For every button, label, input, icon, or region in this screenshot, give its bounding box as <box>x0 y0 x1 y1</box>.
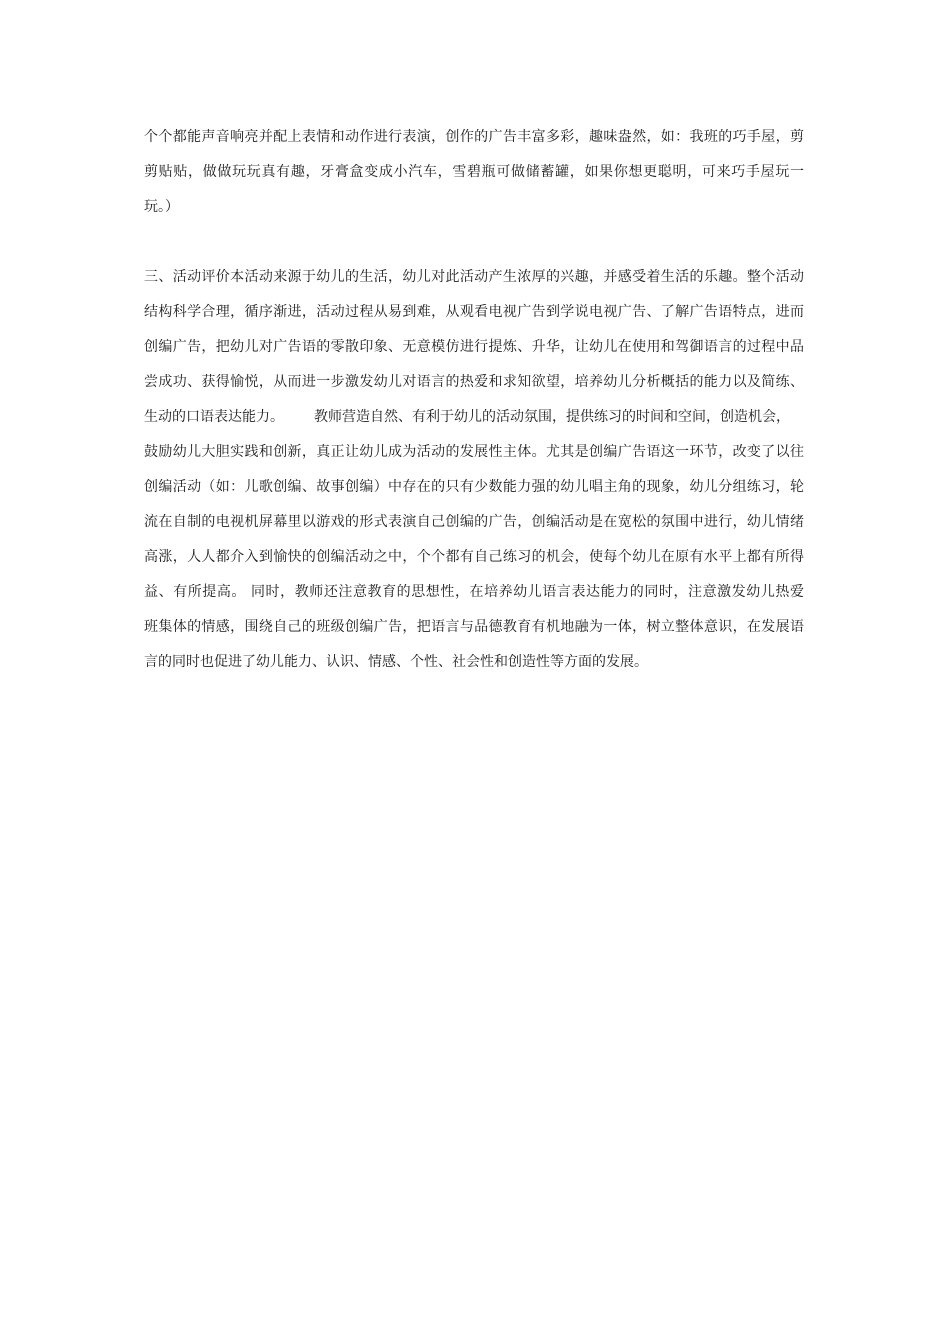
paragraph-2-line-5 <box>144 408 790 426</box>
paragraph-2-line-8: 流在自制的电视机屏幕里以游戏的形式表演自己创编的广告，创编活动是在宽松的氛围中进行，幼儿情绪 <box>144 514 804 530</box>
paragraph-2-line-5-part-1: 生动的口语表达能力。 <box>144 409 284 425</box>
paragraph-2-line-10: 益、有所提高。 同时，教师还注意教育的思想性，在培养幼儿语言表达能力的同时，注意激发幼儿热爱 <box>144 584 804 600</box>
paragraph-1-line-2: 剪贴贴，做做玩玩真有趣，牙膏盒变成小汽车，雪碧瓶可做储蓄罐，如果你想更聪明，可来巧手屋玩一 <box>144 164 804 180</box>
paragraph-2-line-4: 尝成功、获得愉悦，从而进一步激发幼儿对语言的热爱和求知欲望，培养幼儿分析概括的能力以及简练、 <box>144 374 804 390</box>
paragraph-2-line-6: 鼓励幼儿大胆实践和创新，真正让幼儿成为活动的发展性主体。尤其是创编广告语这一环节，改变了以往 <box>144 444 804 460</box>
paragraph-2-line-5-part-2: 教师营造自然、有利于幼儿的活动氛围，提供练习的时间和空间，创造机会， <box>314 409 790 425</box>
paragraph-1-line-3: 玩。） <box>144 199 179 215</box>
paragraph-1-line-1: 个个都能声音响亮并配上表情和动作进行表演，创作的广告丰富多彩，趣味盎然，如：我班的巧手屋，剪 <box>144 129 804 145</box>
paragraph-2-line-7: 创编活动（如：儿歌创编、故事创编）中存在的只有少数能力强的幼儿唱主角的现象，幼儿分组练习，轮 <box>144 479 804 495</box>
paragraph-2-line-12: 言的同时也促进了幼儿能力、认识、情感、个性、社会性和创造性等方面的发展。 <box>144 654 648 670</box>
paragraph-2-line-2: 结构科学合理，循序渐进，活动过程从易到难，从观看电视广告到学说电视广告、了解广告语特点，进而 <box>144 304 804 320</box>
paragraph-2-line-3: 创编广告，把幼儿对广告语的零散印象、无意模仿进行提炼、升华，让幼儿在使用和驾御语言的过程中品 <box>144 339 804 355</box>
paragraph-2-line-11: 班集体的情感，围绕自己的班级创编广告，把语言与品德教育有机地融为一体，树立整体意识，在发展语 <box>144 619 804 635</box>
paragraph-2-line-1: 三、活动评价本活动来源于幼儿的生活，幼儿对此活动产生浓厚的兴趣，并感受着生活的乐趣。整个活动 <box>144 269 804 285</box>
paragraph-2-line-9: 高涨，人人都介入到愉快的创编活动之中，个个都有自己练习的机会，使每个幼儿在原有水平上都有所得 <box>144 549 804 565</box>
